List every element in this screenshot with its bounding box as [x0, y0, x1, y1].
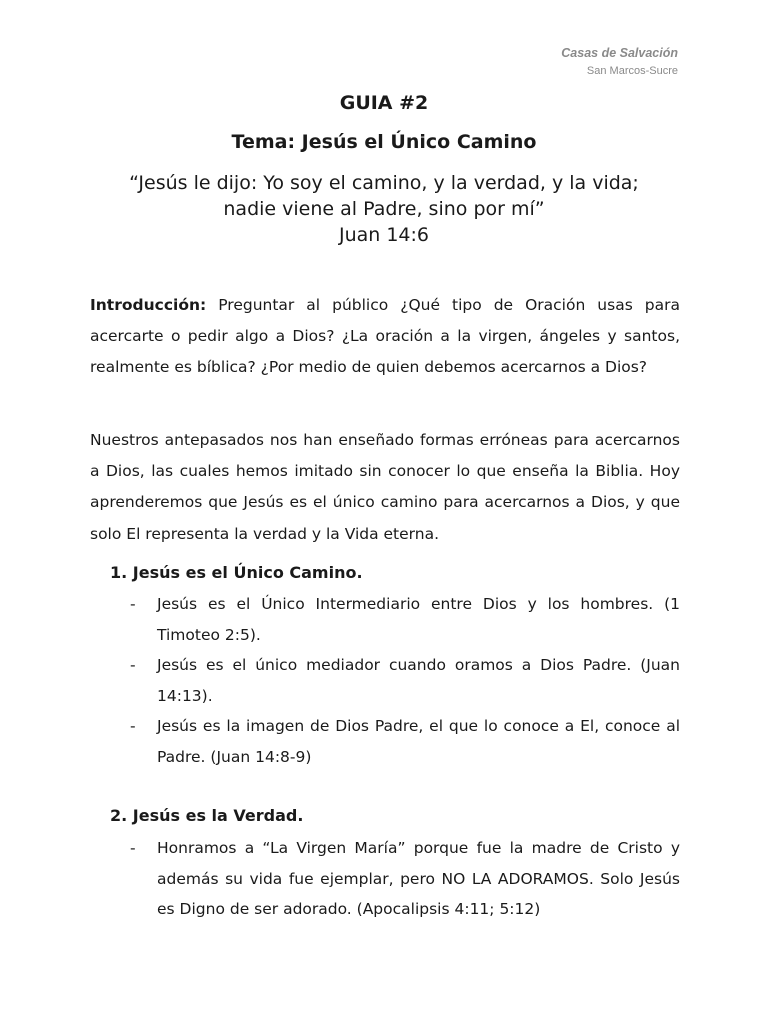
- context-paragraph: Nuestros antepasados nos han enseñado formas erróneas para acercarnos a Dios, las cuales hemos imitado sin conocer lo que enseña la Biblia. Hoy aprenderemos que Jesús es el único camino para acercarnos a Dios, y que solo El representa la verdad y la Vida eterna.: [90, 431, 680, 543]
- bullet-dash: -: [130, 595, 136, 613]
- section-heading-1: [110, 563, 363, 582]
- list-item: [130, 650, 680, 711]
- bullet-dash: -: [130, 656, 136, 674]
- organization-location: San Marcos-Sucre: [586, 65, 678, 77]
- section-title: Jesús es la Verdad.: [132, 806, 304, 825]
- organization-name: Casas de Salvación: [561, 46, 678, 60]
- verse-line-2: nadie viene al Padre, sino por mí”: [223, 198, 545, 220]
- introduction-paragraph: [90, 290, 680, 384]
- list-item-text: Jesús es la imagen de Dios Padre, el que lo conoce a El, conoce al Padre. (Juan 14:8-9): [157, 717, 680, 766]
- key-verse: [0, 170, 768, 248]
- list-item-text: Jesús es el único mediador cuando oramos a Dios Padre. (Juan 14:13).: [157, 656, 680, 705]
- introduction-label: Introducción:: [90, 296, 207, 314]
- guide-topic: Tema: Jesús el Único Camino: [231, 131, 537, 153]
- section-title: Jesús es el Único Camino.: [132, 563, 363, 582]
- verse-reference: Juan 14:6: [338, 224, 430, 246]
- list-item-text: Honramos a “La Virgen María” porque fue la madre de Cristo y además su vida fue ejemplar, pero NO LA ADORAMOS. Solo Jesús es Digno de ser adorado. (Apocalipsis 4:11; 5:12): [157, 839, 680, 918]
- verse-line-1: “Jesús le dijo: Yo soy el camino, y la verdad, y la vida;: [129, 172, 639, 194]
- introduction-text: Preguntar al público ¿Qué tipo de Oración usas para acercarte o pedir algo a Dios? ¿La oración a la virgen, ángeles y santos, realmente es bíblica? ¿Por medio de quien debemos acercarnos a Dios?: [90, 296, 680, 377]
- list-item: [130, 833, 680, 925]
- section-number: 1.: [110, 563, 128, 582]
- bullet-dash: -: [130, 839, 136, 857]
- list-item: [130, 589, 680, 650]
- list-item: [130, 711, 680, 772]
- section-heading-2: [110, 806, 303, 825]
- bullet-dash: -: [130, 717, 136, 735]
- section-number: 2.: [110, 806, 128, 825]
- guide-number: GUIA #2: [339, 92, 429, 114]
- organization-header: [561, 44, 678, 80]
- list-item-text: Jesús es el Único Intermediario entre Dios y los hombres. (1 Timoteo 2:5).: [157, 595, 680, 644]
